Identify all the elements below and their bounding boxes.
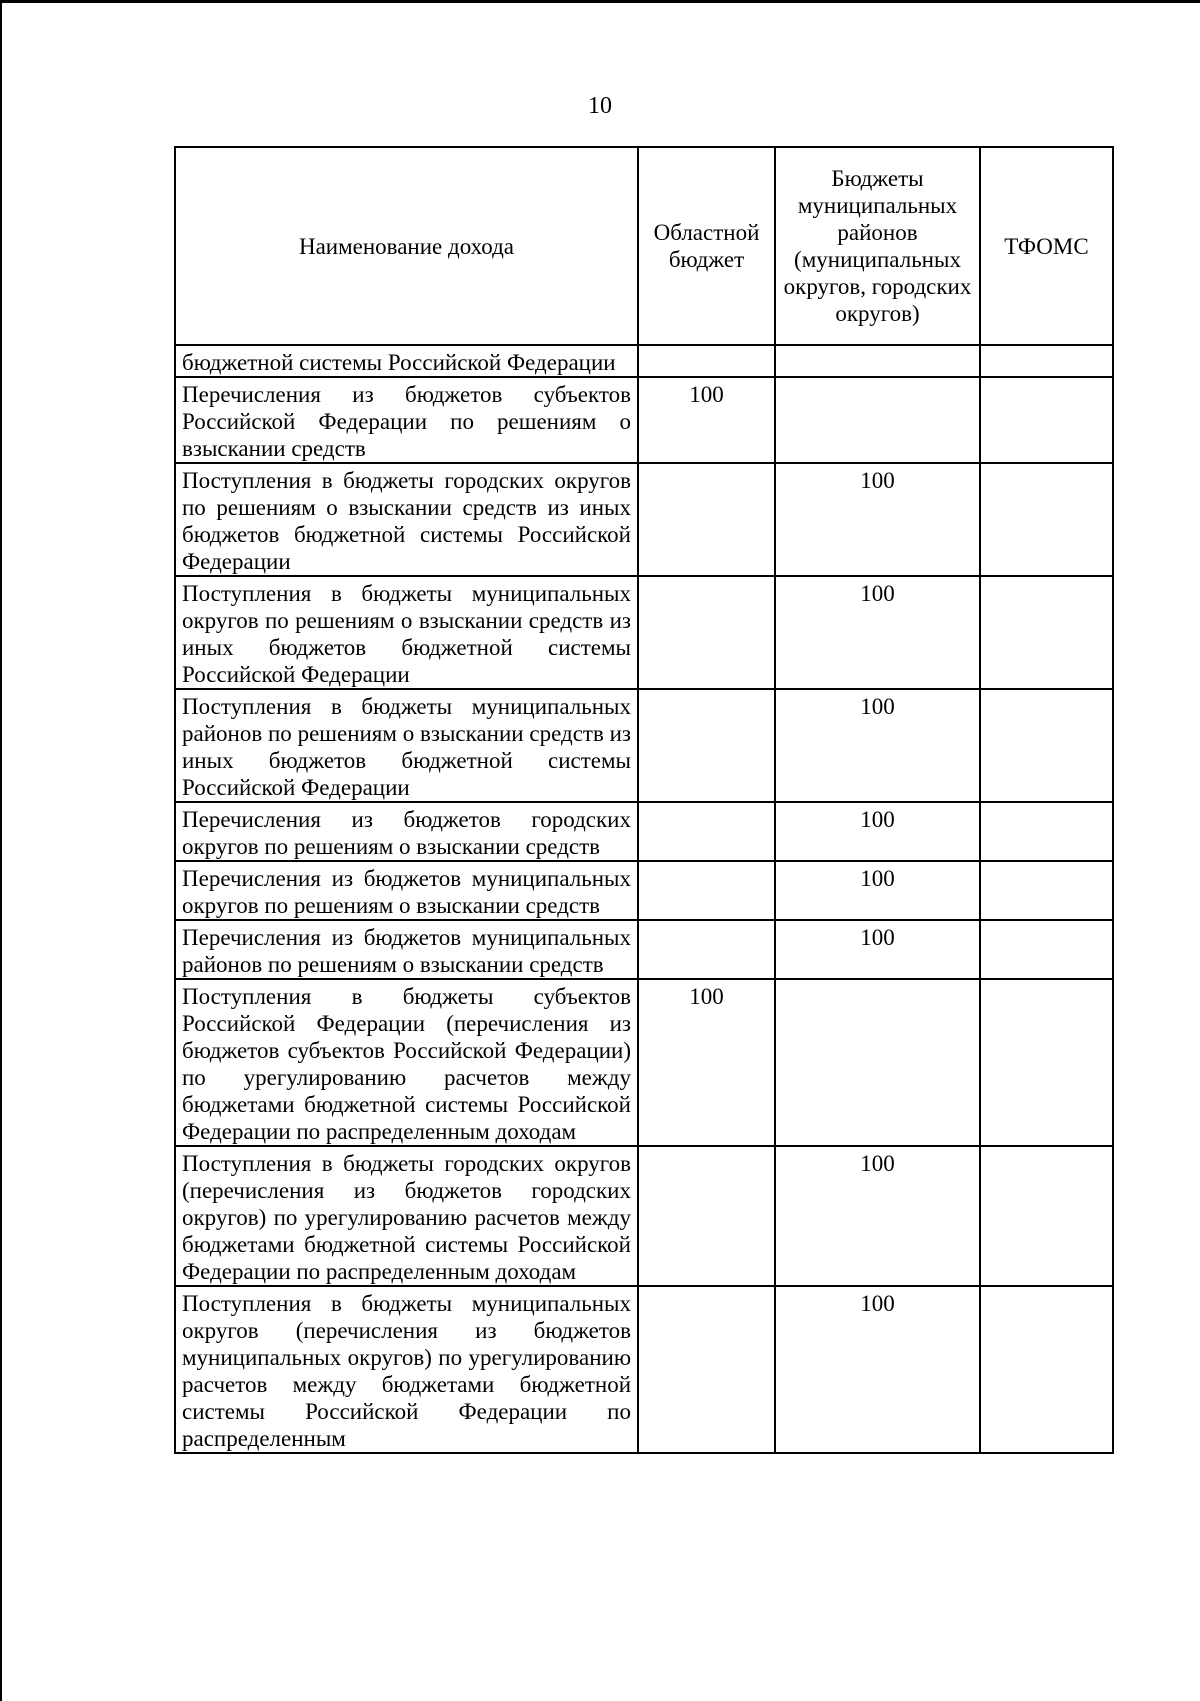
regional-budget-cell — [638, 345, 775, 377]
table-row — [175, 1146, 1113, 1286]
tfoms-cell — [980, 345, 1113, 377]
tfoms-cell — [980, 463, 1113, 576]
municipal-budget-cell: 100 — [775, 861, 980, 920]
header-tfoms: ТФОМС — [980, 147, 1113, 345]
table-row — [175, 377, 1113, 463]
regional-budget-cell — [638, 463, 775, 576]
tfoms-cell — [980, 377, 1113, 463]
municipal-budget-cell — [775, 979, 980, 1146]
scan-edge-left — [0, 0, 2, 1701]
table-header-row — [175, 147, 1113, 345]
income-name-cell: Перечисления из бюджетов городских округов по решениям о взыскании средств — [175, 802, 638, 861]
municipal-budget-cell — [775, 345, 980, 377]
municipal-budget-cell — [775, 377, 980, 463]
table-row — [175, 345, 1113, 377]
municipal-budget-cell: 100 — [775, 576, 980, 689]
regional-budget-cell — [638, 802, 775, 861]
regional-budget-cell — [638, 1146, 775, 1286]
regional-budget-cell — [638, 861, 775, 920]
municipal-budget-cell: 100 — [775, 920, 980, 979]
table-row — [175, 979, 1113, 1146]
tfoms-cell — [980, 689, 1113, 802]
municipal-budget-cell: 100 — [775, 1146, 980, 1286]
tfoms-cell — [980, 920, 1113, 979]
regional-budget-cell — [638, 1286, 775, 1453]
table-row — [175, 920, 1113, 979]
table-row — [175, 861, 1113, 920]
income-name-cell: Поступления в бюджеты муниципальных округов (перечисления из бюджетов муниципальных округов) по урегулированию расчетов между бюджетами бюджетной системы Российской Федерации по распределенным — [175, 1286, 638, 1453]
scan-edge-top — [0, 0, 1200, 3]
table-row — [175, 463, 1113, 576]
tfoms-cell — [980, 1286, 1113, 1453]
table-row — [175, 1286, 1113, 1453]
income-name-cell: Поступления в бюджеты муниципальных районов по решениям о взыскании средств из иных бюджетов бюджетной системы Российской Федерации — [175, 689, 638, 802]
regional-budget-cell — [638, 576, 775, 689]
regional-budget-cell — [638, 689, 775, 802]
income-distribution-table — [174, 146, 1114, 1454]
table-row — [175, 802, 1113, 861]
tfoms-cell — [980, 861, 1113, 920]
regional-budget-cell: 100 — [638, 979, 775, 1146]
municipal-budget-cell: 100 — [775, 689, 980, 802]
regional-budget-cell: 100 — [638, 377, 775, 463]
tfoms-cell — [980, 979, 1113, 1146]
income-name-cell: Перечисления из бюджетов муниципальных районов по решениям о взыскании средств — [175, 920, 638, 979]
table-row — [175, 689, 1113, 802]
income-name-cell: Перечисления из бюджетов субъектов Российской Федерации по решениям о взыскании средств — [175, 377, 638, 463]
page-number: 10 — [588, 93, 612, 119]
regional-budget-cell — [638, 920, 775, 979]
income-name-cell: Поступления в бюджеты городских округов по решениям о взыскании средств из иных бюджетов бюджетной системы Российской Федерации — [175, 463, 638, 576]
income-name-cell: бюджетной системы Российской Федерации — [175, 345, 638, 377]
table-row — [175, 576, 1113, 689]
header-regional-budget: Областной бюджет — [638, 147, 775, 345]
income-name-cell: Перечисления из бюджетов муниципальных округов по решениям о взыскании средств — [175, 861, 638, 920]
municipal-budget-cell: 100 — [775, 802, 980, 861]
header-municipal-budgets: Бюджеты муниципальных районов (муниципальных округов, городских округов) — [775, 147, 980, 345]
municipal-budget-cell: 100 — [775, 1286, 980, 1453]
tfoms-cell — [980, 802, 1113, 861]
municipal-budget-cell: 100 — [775, 463, 980, 576]
header-income-name: Наименование дохода — [175, 147, 638, 345]
income-name-cell: Поступления в бюджеты субъектов Российской Федерации (перечисления из бюджетов субъектов Российской Федерации) по урегулированию расчетов между бюджетами бюджетной системы Российской Федерации по распределенным доходам — [175, 979, 638, 1146]
income-name-cell: Поступления в бюджеты муниципальных округов по решениям о взыскании средств из иных бюджетов бюджетной системы Российской Федерации — [175, 576, 638, 689]
income-name-cell: Поступления в бюджеты городских округов (перечисления из бюджетов городских округов) по урегулированию расчетов между бюджетами бюджетной системы Российской Федерации по распределенным доходам — [175, 1146, 638, 1286]
tfoms-cell — [980, 576, 1113, 689]
tfoms-cell — [980, 1146, 1113, 1286]
